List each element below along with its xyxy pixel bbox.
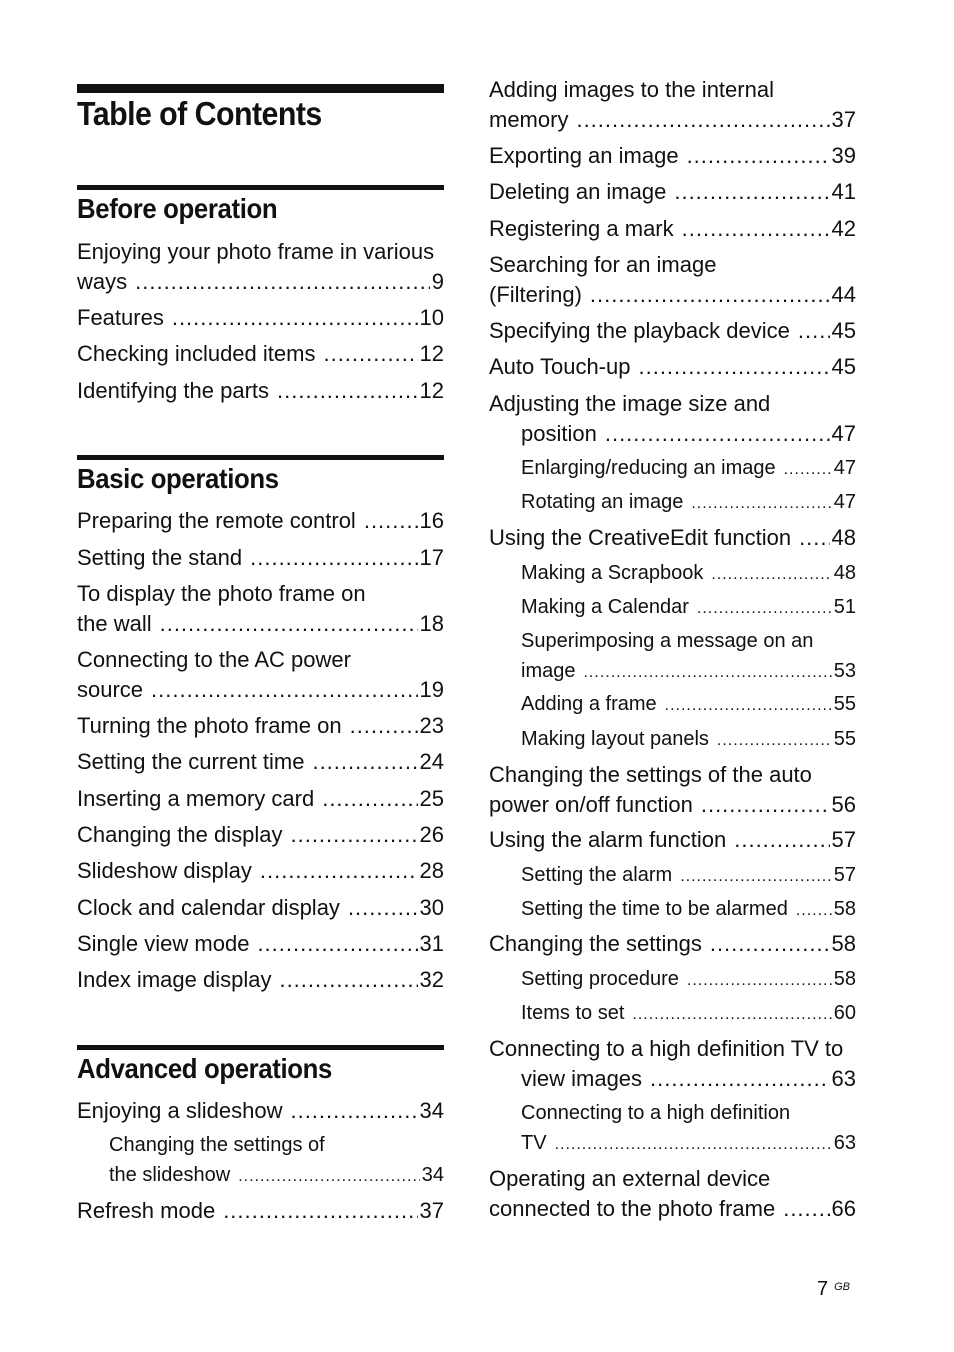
toc-entry-title: Adding a frame xyxy=(521,693,657,715)
dot-leader xyxy=(277,376,418,406)
section-rule xyxy=(77,185,444,190)
toc-entry[interactable] xyxy=(521,626,856,688)
section-heading: Basic operations xyxy=(77,463,279,494)
toc-entry[interactable] xyxy=(77,237,444,297)
toc-page-number: 34 xyxy=(421,1164,444,1186)
toc-entry-title: Clock and calendar display xyxy=(77,895,340,920)
toc-page-number: 17 xyxy=(419,545,444,570)
toc-entry-title: (Filtering) xyxy=(489,282,582,307)
toc-entry-title: Checking included items xyxy=(77,341,316,366)
dot-leader xyxy=(223,1196,417,1226)
toc-page-number: 34 xyxy=(419,1098,444,1123)
toc-page-number: 23 xyxy=(419,713,444,738)
toc-entry[interactable] xyxy=(521,724,856,756)
toc-entry[interactable] xyxy=(77,893,444,923)
toc-entry-title: Index image display xyxy=(77,967,272,992)
toc-page-number: 53 xyxy=(833,660,856,682)
toc-entry[interactable] xyxy=(489,141,856,171)
toc-entry[interactable] xyxy=(109,1130,444,1192)
toc-entry-title: To display the photo frame on xyxy=(77,581,366,606)
dot-leader xyxy=(710,929,830,959)
toc-entry[interactable] xyxy=(489,352,856,382)
toc-entry[interactable] xyxy=(521,689,856,721)
toc-entry-title: Deleting an image xyxy=(489,179,667,204)
toc-entry-title: Items to set xyxy=(521,1002,625,1024)
toc-page-number: 58 xyxy=(833,898,856,920)
toc-entry-title: Enlarging/reducing an image xyxy=(521,457,776,479)
page-footer xyxy=(817,1278,850,1301)
toc-entry-title: Setting the stand xyxy=(77,545,243,570)
toc-entry[interactable] xyxy=(77,376,444,406)
toc-entry[interactable] xyxy=(489,1034,856,1094)
toc-entry[interactable] xyxy=(489,177,856,207)
page-title: Table of Contents xyxy=(77,95,322,132)
toc-page-number: 16 xyxy=(419,508,444,533)
section-before-operation xyxy=(77,185,444,231)
toc-page-number: 45 xyxy=(831,318,856,343)
toc-page-number: 47 xyxy=(833,457,856,479)
dot-leader xyxy=(701,790,830,820)
dot-leader xyxy=(290,820,417,850)
toc-entry-title: Registering a mark xyxy=(489,216,674,241)
toc-entry[interactable] xyxy=(77,711,444,741)
toc-page-number: 31 xyxy=(419,931,444,956)
dot-leader xyxy=(632,998,831,1030)
dot-leader xyxy=(783,1194,829,1224)
dot-leader xyxy=(605,419,830,449)
toc-entry[interactable] xyxy=(77,645,444,705)
toc-page-number: 41 xyxy=(831,179,856,204)
toc-entry[interactable] xyxy=(521,894,856,926)
toc-entry-title: Refresh mode xyxy=(77,1198,216,1223)
toc-entry[interactable] xyxy=(489,1164,856,1224)
dot-leader xyxy=(590,280,830,310)
toc-entry-title: Searching for an image xyxy=(489,252,717,277)
toc-page-number: 58 xyxy=(833,968,856,990)
toc-entry-title: Superimposing a message on an xyxy=(521,630,814,652)
dot-leader xyxy=(674,177,829,207)
toc-page-number: 30 xyxy=(419,895,444,920)
toc-page-number: 25 xyxy=(419,786,444,811)
toc-entry-title: power on/off function xyxy=(489,792,693,817)
toc-entry[interactable] xyxy=(489,316,856,346)
toc-entry-title: Slideshow display xyxy=(77,858,252,883)
toc-entry-title: Changing the settings xyxy=(489,931,702,956)
toc-entry[interactable] xyxy=(77,506,444,536)
toc-entry[interactable] xyxy=(77,965,444,995)
dot-leader xyxy=(697,592,832,624)
dot-leader xyxy=(687,141,830,171)
toc-entry[interactable] xyxy=(521,558,856,590)
toc-entry-title: Auto Touch-up xyxy=(489,354,631,379)
toc-page-number: 66 xyxy=(831,1196,856,1221)
toc-page-number: 63 xyxy=(833,1132,856,1154)
dot-leader xyxy=(312,747,417,777)
toc-page-number: 51 xyxy=(833,596,856,618)
dot-leader xyxy=(322,784,417,814)
dot-leader xyxy=(576,105,829,135)
toc-page-number: 55 xyxy=(833,693,856,715)
toc-entry-title: view images xyxy=(521,1066,643,1091)
toc-entry-title: Identifying the parts xyxy=(77,378,270,403)
dot-leader xyxy=(691,487,831,519)
dot-leader xyxy=(650,1064,829,1094)
toc-entry-title: Exporting an image xyxy=(489,143,679,168)
toc-entry[interactable] xyxy=(77,579,444,639)
toc-entry-title: position xyxy=(521,421,597,446)
region-code: GB xyxy=(834,1281,851,1293)
dot-leader xyxy=(796,894,832,926)
toc-entry-title: TV xyxy=(521,1132,547,1154)
dot-leader xyxy=(682,214,830,244)
toc-entry[interactable] xyxy=(521,860,856,892)
dot-leader xyxy=(583,656,831,688)
dot-leader xyxy=(135,267,430,297)
dot-leader xyxy=(350,711,418,741)
dot-leader xyxy=(250,543,417,573)
dot-leader xyxy=(348,893,418,923)
toc-page-number: 47 xyxy=(833,491,856,513)
toc-entry[interactable] xyxy=(489,760,856,820)
toc-entry-title: Inserting a memory card xyxy=(77,786,315,811)
dot-leader xyxy=(784,453,832,485)
toc-entry-title: Changing the settings of xyxy=(109,1134,325,1156)
toc-page-number: 19 xyxy=(419,677,444,702)
toc-entry-title: Connecting to a high definition TV to xyxy=(489,1036,844,1061)
toc-entry-title: Setting the current time xyxy=(77,749,305,774)
toc-entry-title: the wall xyxy=(77,611,152,636)
toc-entry-title: Making a Scrapbook xyxy=(521,562,704,584)
toc-entry-title: Making layout panels xyxy=(521,728,709,750)
toc-entry-title: Preparing the remote control xyxy=(77,508,356,533)
toc-entry-title: source xyxy=(77,677,144,702)
toc-entry-title: Rotating an image xyxy=(521,491,684,513)
dot-leader xyxy=(680,860,832,892)
toc-page-number: 32 xyxy=(419,967,444,992)
toc-page-number: 57 xyxy=(831,827,856,852)
toc-entry-title: image xyxy=(521,660,576,682)
dot-leader xyxy=(279,965,417,995)
dot-leader xyxy=(364,506,418,536)
toc-page-number: 10 xyxy=(419,305,444,330)
toc-entry-title: memory xyxy=(489,107,569,132)
toc-page-number: 55 xyxy=(833,728,856,750)
section-rule xyxy=(77,1045,444,1050)
toc-entry-title: Setting the time to be alarmed xyxy=(521,898,788,920)
section-rule xyxy=(77,455,444,460)
toc-entry[interactable] xyxy=(489,929,856,959)
toc-entry-title: Features xyxy=(77,305,164,330)
toc-entry[interactable] xyxy=(521,453,856,485)
toc-entry-title: ways xyxy=(77,269,128,294)
toc-entry[interactable] xyxy=(489,75,856,135)
section-advanced-operations xyxy=(77,1045,444,1091)
toc-entry-title: Adjusting the image size and xyxy=(489,391,771,416)
toc-entry-title: the slideshow xyxy=(109,1164,231,1186)
toc-page-number: 48 xyxy=(833,562,856,584)
dot-leader xyxy=(151,675,417,705)
dot-leader xyxy=(717,724,832,756)
page-number: 7 xyxy=(817,1278,829,1300)
toc-page-number: 48 xyxy=(831,525,856,550)
toc-page-number: 58 xyxy=(831,931,856,956)
toc-page-number: 56 xyxy=(831,792,856,817)
dot-leader xyxy=(172,303,418,333)
toc-entry-title: Using the CreativeEdit function xyxy=(489,525,792,550)
toc-entry[interactable] xyxy=(77,543,444,573)
section-heading: Before operation xyxy=(77,193,278,224)
toc-page-number: 12 xyxy=(419,378,444,403)
toc-entry[interactable] xyxy=(521,1098,856,1160)
toc-entry[interactable] xyxy=(77,303,444,333)
toc-entry-title: Setting the alarm xyxy=(521,864,673,886)
toc-page-number: 28 xyxy=(419,858,444,883)
toc-page-number: 42 xyxy=(831,216,856,241)
section-heading: Advanced operations xyxy=(77,1053,332,1084)
toc-page-number: 37 xyxy=(831,107,856,132)
toc-page-number: 12 xyxy=(419,341,444,366)
toc-entry-title: Adding images to the internal xyxy=(489,77,774,102)
toc-entry-title: Making a Calendar xyxy=(521,596,689,618)
toc-entry[interactable] xyxy=(77,856,444,886)
toc-entry[interactable] xyxy=(489,214,856,244)
toc-page-number: 47 xyxy=(831,421,856,446)
dot-leader xyxy=(798,316,830,346)
toc-entry[interactable] xyxy=(521,998,856,1030)
toc-entry[interactable] xyxy=(521,964,856,996)
toc-entry-title: Changing the settings of the auto xyxy=(489,762,812,787)
dot-leader xyxy=(257,929,417,959)
dot-leader xyxy=(260,856,418,886)
toc-page-number: 18 xyxy=(419,611,444,636)
toc-page-number: 39 xyxy=(831,143,856,168)
toc-entry[interactable] xyxy=(489,523,856,553)
dot-leader xyxy=(687,964,832,996)
toc-entry-title: Connecting to a high definition xyxy=(521,1102,791,1124)
dot-leader xyxy=(323,339,417,369)
toc-entry-title: Connecting to the AC power xyxy=(77,647,351,672)
toc-page-number: 9 xyxy=(431,269,444,294)
toc-page-number: 37 xyxy=(419,1198,444,1223)
toc-entry[interactable] xyxy=(77,1096,444,1126)
toc-page-number: 44 xyxy=(831,282,856,307)
toc-entry[interactable] xyxy=(77,747,444,777)
toc-entry[interactable] xyxy=(77,339,444,369)
toc-entry[interactable] xyxy=(489,389,856,449)
dot-leader xyxy=(555,1128,832,1160)
toc-page-number: 63 xyxy=(831,1066,856,1091)
toc-entry-title: Enjoying a slideshow xyxy=(77,1098,283,1123)
toc-entry-title: Enjoying your photo frame in various xyxy=(77,239,435,264)
toc-page-number: 57 xyxy=(833,864,856,886)
dot-leader xyxy=(638,352,829,382)
toc-entry[interactable] xyxy=(521,487,856,519)
title-rule xyxy=(77,84,444,93)
toc-entry[interactable] xyxy=(77,1196,444,1226)
toc-entry-title: Turning the photo frame on xyxy=(77,713,342,738)
dot-leader xyxy=(238,1160,420,1192)
toc-entry-title: Specifying the playback device xyxy=(489,318,790,343)
toc-entry-title: Changing the display xyxy=(77,822,283,847)
toc-page-number: 45 xyxy=(831,354,856,379)
toc-entry[interactable] xyxy=(489,250,856,310)
toc-page-number: 60 xyxy=(833,1002,856,1024)
toc-entry[interactable] xyxy=(77,820,444,850)
toc-page-number: 26 xyxy=(419,822,444,847)
section-basic-operations xyxy=(77,455,444,501)
dot-leader xyxy=(665,689,832,721)
dot-leader xyxy=(734,825,829,855)
toc-entry-title: Operating an external device xyxy=(489,1166,771,1191)
toc-page-number: 24 xyxy=(419,749,444,774)
dot-leader xyxy=(799,523,829,553)
toc-entry[interactable] xyxy=(77,784,444,814)
toc-entry[interactable] xyxy=(77,929,444,959)
dot-leader xyxy=(711,558,831,590)
toc-entry[interactable] xyxy=(489,825,856,855)
toc-entry[interactable] xyxy=(521,592,856,624)
dot-leader xyxy=(160,609,418,639)
toc-entry-title: Setting procedure xyxy=(521,968,679,990)
toc-entry-title: connected to the photo frame xyxy=(489,1196,776,1221)
toc-entry-title: Using the alarm function xyxy=(489,827,727,852)
toc-entry-title: Single view mode xyxy=(77,931,250,956)
dot-leader xyxy=(290,1096,417,1126)
